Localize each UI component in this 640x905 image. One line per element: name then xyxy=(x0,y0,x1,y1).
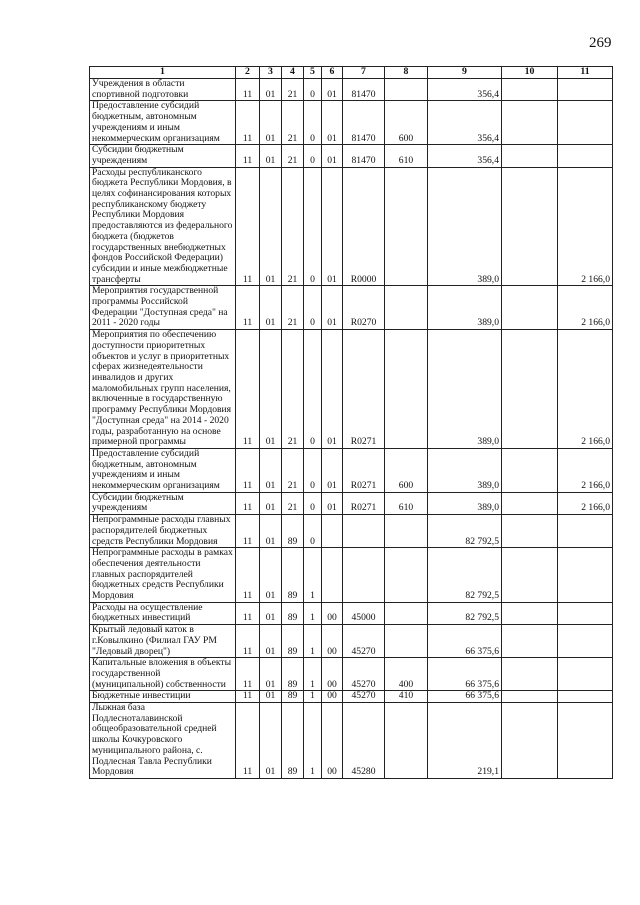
table-row xyxy=(90,145,613,167)
cell-col3: 01 xyxy=(260,703,282,779)
cell-col5: 1 xyxy=(304,625,322,658)
cell-col5: 0 xyxy=(304,448,322,492)
cell-col2: 11 xyxy=(236,625,260,658)
cell-col8: 410 xyxy=(385,691,428,703)
cell-col6: 01 xyxy=(322,79,343,101)
cell-col2: 11 xyxy=(236,703,260,779)
cell-amount: 82 792,5 xyxy=(428,548,502,603)
row-description: Мероприятия государственной программы Российской Федерации "Доступная среда" на 2011 - 2020 годы xyxy=(90,286,236,330)
table-row xyxy=(90,167,613,286)
cell-amount: 389,0 xyxy=(428,167,502,286)
cell-col11 xyxy=(558,625,613,658)
row-description: Субсидии бюджетным учреждениям xyxy=(90,145,236,167)
cell-amount: 66 375,6 xyxy=(428,658,502,691)
cell-col10 xyxy=(502,703,558,779)
cell-col2: 11 xyxy=(236,515,260,548)
cell-col3: 01 xyxy=(260,330,282,449)
cell-col4: 89 xyxy=(282,602,304,624)
cell-col2: 11 xyxy=(236,492,260,514)
cell-col2: 11 xyxy=(236,658,260,691)
cell-col2: 11 xyxy=(236,101,260,145)
cell-col11 xyxy=(558,101,613,145)
cell-col6: 00 xyxy=(322,658,343,691)
cell-col8 xyxy=(385,167,428,286)
cell-col8: 400 xyxy=(385,658,428,691)
cell-col7: R0271 xyxy=(343,330,385,449)
column-header: 11 xyxy=(558,67,613,79)
cell-col7: R0271 xyxy=(343,448,385,492)
table-row xyxy=(90,691,613,703)
cell-col8 xyxy=(385,625,428,658)
cell-col7: 81470 xyxy=(343,101,385,145)
column-header: 3 xyxy=(260,67,282,79)
table-row xyxy=(90,79,613,101)
column-header: 8 xyxy=(385,67,428,79)
cell-col10 xyxy=(502,101,558,145)
cell-col4: 21 xyxy=(282,448,304,492)
column-header: 4 xyxy=(282,67,304,79)
column-header: 1 xyxy=(90,67,236,79)
table-row xyxy=(90,515,613,548)
cell-col7: 81470 xyxy=(343,145,385,167)
table-row xyxy=(90,286,613,330)
table-row xyxy=(90,625,613,658)
cell-col8 xyxy=(385,602,428,624)
cell-col6 xyxy=(322,515,343,548)
cell-col7: R0000 xyxy=(343,167,385,286)
cell-col5: 0 xyxy=(304,492,322,514)
cell-col11 xyxy=(558,602,613,624)
cell-col4: 21 xyxy=(282,492,304,514)
cell-col7: 81470 xyxy=(343,79,385,101)
row-description: Расходы на осуществление бюджетных инвестиций xyxy=(90,602,236,624)
cell-col11: 2 166,0 xyxy=(558,448,613,492)
cell-col11 xyxy=(558,145,613,167)
table-row xyxy=(90,548,613,603)
column-header: 10 xyxy=(502,67,558,79)
cell-col7: 45280 xyxy=(343,703,385,779)
cell-col2: 11 xyxy=(236,286,260,330)
cell-col3: 01 xyxy=(260,101,282,145)
cell-col5: 0 xyxy=(304,145,322,167)
cell-col6: 01 xyxy=(322,101,343,145)
cell-col4: 89 xyxy=(282,658,304,691)
cell-col10 xyxy=(502,492,558,514)
cell-col3: 01 xyxy=(260,167,282,286)
cell-col3: 01 xyxy=(260,79,282,101)
cell-col6: 01 xyxy=(322,286,343,330)
cell-col7 xyxy=(343,548,385,603)
cell-amount: 219,1 xyxy=(428,703,502,779)
cell-col10 xyxy=(502,691,558,703)
page-number: 269 xyxy=(589,35,612,51)
cell-col6 xyxy=(322,548,343,603)
row-description: Крытый ледовый каток в г.Ковылкино (Филиал ГАУ РМ "Ледовый дворец") xyxy=(90,625,236,658)
table-row xyxy=(90,101,613,145)
cell-col4: 89 xyxy=(282,691,304,703)
cell-col3: 01 xyxy=(260,625,282,658)
cell-col7: 45270 xyxy=(343,691,385,703)
cell-amount: 82 792,5 xyxy=(428,602,502,624)
cell-col5: 1 xyxy=(304,548,322,603)
cell-col10 xyxy=(502,602,558,624)
cell-col5: 0 xyxy=(304,167,322,286)
cell-col4: 89 xyxy=(282,548,304,603)
column-header: 7 xyxy=(343,67,385,79)
cell-col6: 00 xyxy=(322,691,343,703)
row-description: Капитальные вложения в объекты государственной (муниципальной) собственности xyxy=(90,658,236,691)
cell-col2: 11 xyxy=(236,548,260,603)
cell-col8 xyxy=(385,515,428,548)
cell-amount: 389,0 xyxy=(428,286,502,330)
cell-col6: 01 xyxy=(322,492,343,514)
cell-col3: 01 xyxy=(260,448,282,492)
cell-col11: 2 166,0 xyxy=(558,330,613,449)
table-row xyxy=(90,703,613,779)
cell-col10 xyxy=(502,515,558,548)
cell-col5: 0 xyxy=(304,286,322,330)
cell-amount: 389,0 xyxy=(428,492,502,514)
cell-col2: 11 xyxy=(236,602,260,624)
column-header: 9 xyxy=(428,67,502,79)
cell-col4: 21 xyxy=(282,145,304,167)
cell-col2: 11 xyxy=(236,691,260,703)
cell-amount: 356,4 xyxy=(428,101,502,145)
cell-col5: 0 xyxy=(304,330,322,449)
cell-col5: 0 xyxy=(304,515,322,548)
cell-col8 xyxy=(385,286,428,330)
cell-col8 xyxy=(385,703,428,779)
cell-col3: 01 xyxy=(260,658,282,691)
cell-col7: 45270 xyxy=(343,658,385,691)
cell-col11 xyxy=(558,515,613,548)
cell-col8 xyxy=(385,79,428,101)
cell-col10 xyxy=(502,286,558,330)
column-header: 2 xyxy=(236,67,260,79)
cell-col5: 1 xyxy=(304,691,322,703)
cell-col2: 11 xyxy=(236,145,260,167)
cell-col11 xyxy=(558,703,613,779)
column-header: 6 xyxy=(322,67,343,79)
cell-col10 xyxy=(502,658,558,691)
table-row xyxy=(90,602,613,624)
cell-col5: 0 xyxy=(304,101,322,145)
cell-col5: 1 xyxy=(304,703,322,779)
cell-col2: 11 xyxy=(236,79,260,101)
cell-col10 xyxy=(502,167,558,286)
table-row xyxy=(90,330,613,449)
cell-amount: 66 375,6 xyxy=(428,625,502,658)
cell-col5: 1 xyxy=(304,658,322,691)
cell-col6: 01 xyxy=(322,167,343,286)
row-description: Мероприятия по обеспечению доступности приоритетных объектов и услуг в приоритетных сферах жизнедеятельности инвалидов и других маломобильных групп населения, включенные в государственную программу Республики Мордовия "Доступная среда" на 2014 - 2020 годы, разработанную на основе примерной программы xyxy=(90,330,236,449)
cell-col5: 0 xyxy=(304,79,322,101)
cell-amount: 356,4 xyxy=(428,145,502,167)
cell-col7 xyxy=(343,515,385,548)
cell-amount: 66 375,6 xyxy=(428,691,502,703)
cell-col4: 89 xyxy=(282,625,304,658)
cell-col8: 600 xyxy=(385,448,428,492)
cell-col11 xyxy=(558,691,613,703)
cell-col5: 1 xyxy=(304,602,322,624)
cell-col10 xyxy=(502,548,558,603)
cell-col4: 21 xyxy=(282,286,304,330)
cell-col6: 00 xyxy=(322,625,343,658)
cell-col8: 600 xyxy=(385,101,428,145)
cell-col10 xyxy=(502,79,558,101)
cell-col7: R0270 xyxy=(343,286,385,330)
cell-col8 xyxy=(385,548,428,603)
cell-col7: 45270 xyxy=(343,625,385,658)
cell-col3: 01 xyxy=(260,286,282,330)
cell-col3: 01 xyxy=(260,145,282,167)
cell-col6: 01 xyxy=(322,448,343,492)
row-description: Субсидии бюджетным учреждениям xyxy=(90,492,236,514)
cell-col2: 11 xyxy=(236,167,260,286)
cell-col6: 01 xyxy=(322,145,343,167)
cell-col3: 01 xyxy=(260,602,282,624)
cell-col8: 610 xyxy=(385,492,428,514)
cell-col6: 00 xyxy=(322,703,343,779)
cell-col10 xyxy=(502,625,558,658)
cell-col7: 45000 xyxy=(343,602,385,624)
budget-table xyxy=(89,66,613,779)
table-row xyxy=(90,492,613,514)
row-description: Бюджетные инвестиции xyxy=(90,691,236,703)
cell-col11 xyxy=(558,658,613,691)
row-description: Лыжная база Подлесноталавинской общеобразовательной средней школы Кочкуровского муниципального района, с. Подлесная Тавла Республики Мордовия xyxy=(90,703,236,779)
table-header-row xyxy=(90,67,613,79)
cell-col4: 89 xyxy=(282,515,304,548)
cell-amount: 389,0 xyxy=(428,448,502,492)
cell-col6: 00 xyxy=(322,602,343,624)
cell-col11 xyxy=(558,548,613,603)
cell-col2: 11 xyxy=(236,330,260,449)
row-description: Непрограммные расходы главных распорядителей бюджетных средств Республики Мордовия xyxy=(90,515,236,548)
cell-col11: 2 166,0 xyxy=(558,286,613,330)
cell-col7: R0271 xyxy=(343,492,385,514)
cell-col11: 2 166,0 xyxy=(558,492,613,514)
column-header: 5 xyxy=(304,67,322,79)
row-description: Учреждения в области спортивной подготовки xyxy=(90,79,236,101)
row-description: Непрограммные расходы в рамках обеспечения деятельности главных распорядителей бюджетных средств Республики Мордовия xyxy=(90,548,236,603)
cell-col8 xyxy=(385,330,428,449)
cell-col10 xyxy=(502,330,558,449)
row-description: Предоставление субсидий бюджетным, автономным учреждениям и иным некоммерческим организациям xyxy=(90,101,236,145)
cell-col3: 01 xyxy=(260,548,282,603)
cell-col4: 21 xyxy=(282,167,304,286)
cell-col2: 11 xyxy=(236,448,260,492)
cell-col4: 21 xyxy=(282,330,304,449)
cell-col4: 89 xyxy=(282,703,304,779)
cell-col3: 01 xyxy=(260,492,282,514)
cell-col8: 610 xyxy=(385,145,428,167)
row-description: Предоставление субсидий бюджетным, автономным учреждениям и иным некоммерческим организациям xyxy=(90,448,236,492)
cell-col3: 01 xyxy=(260,515,282,548)
cell-amount: 82 792,5 xyxy=(428,515,502,548)
table-row xyxy=(90,658,613,691)
cell-col6: 01 xyxy=(322,330,343,449)
cell-col10 xyxy=(502,448,558,492)
table-row xyxy=(90,448,613,492)
cell-amount: 356,4 xyxy=(428,79,502,101)
cell-col11 xyxy=(558,79,613,101)
cell-col11: 2 166,0 xyxy=(558,167,613,286)
cell-amount: 389,0 xyxy=(428,330,502,449)
cell-col3: 01 xyxy=(260,691,282,703)
cell-col4: 21 xyxy=(282,79,304,101)
cell-col4: 21 xyxy=(282,101,304,145)
row-description: Расходы республиканского бюджета Республики Мордовия, в целях софинансирования которых республиканскому бюджету Республики Мордовия предоставляются из федерального бюджета (бюджетов государственных внебюджетных фондов Российской Федерации) субсидии и иные межбюджетные трансферты xyxy=(90,167,236,286)
cell-col10 xyxy=(502,145,558,167)
